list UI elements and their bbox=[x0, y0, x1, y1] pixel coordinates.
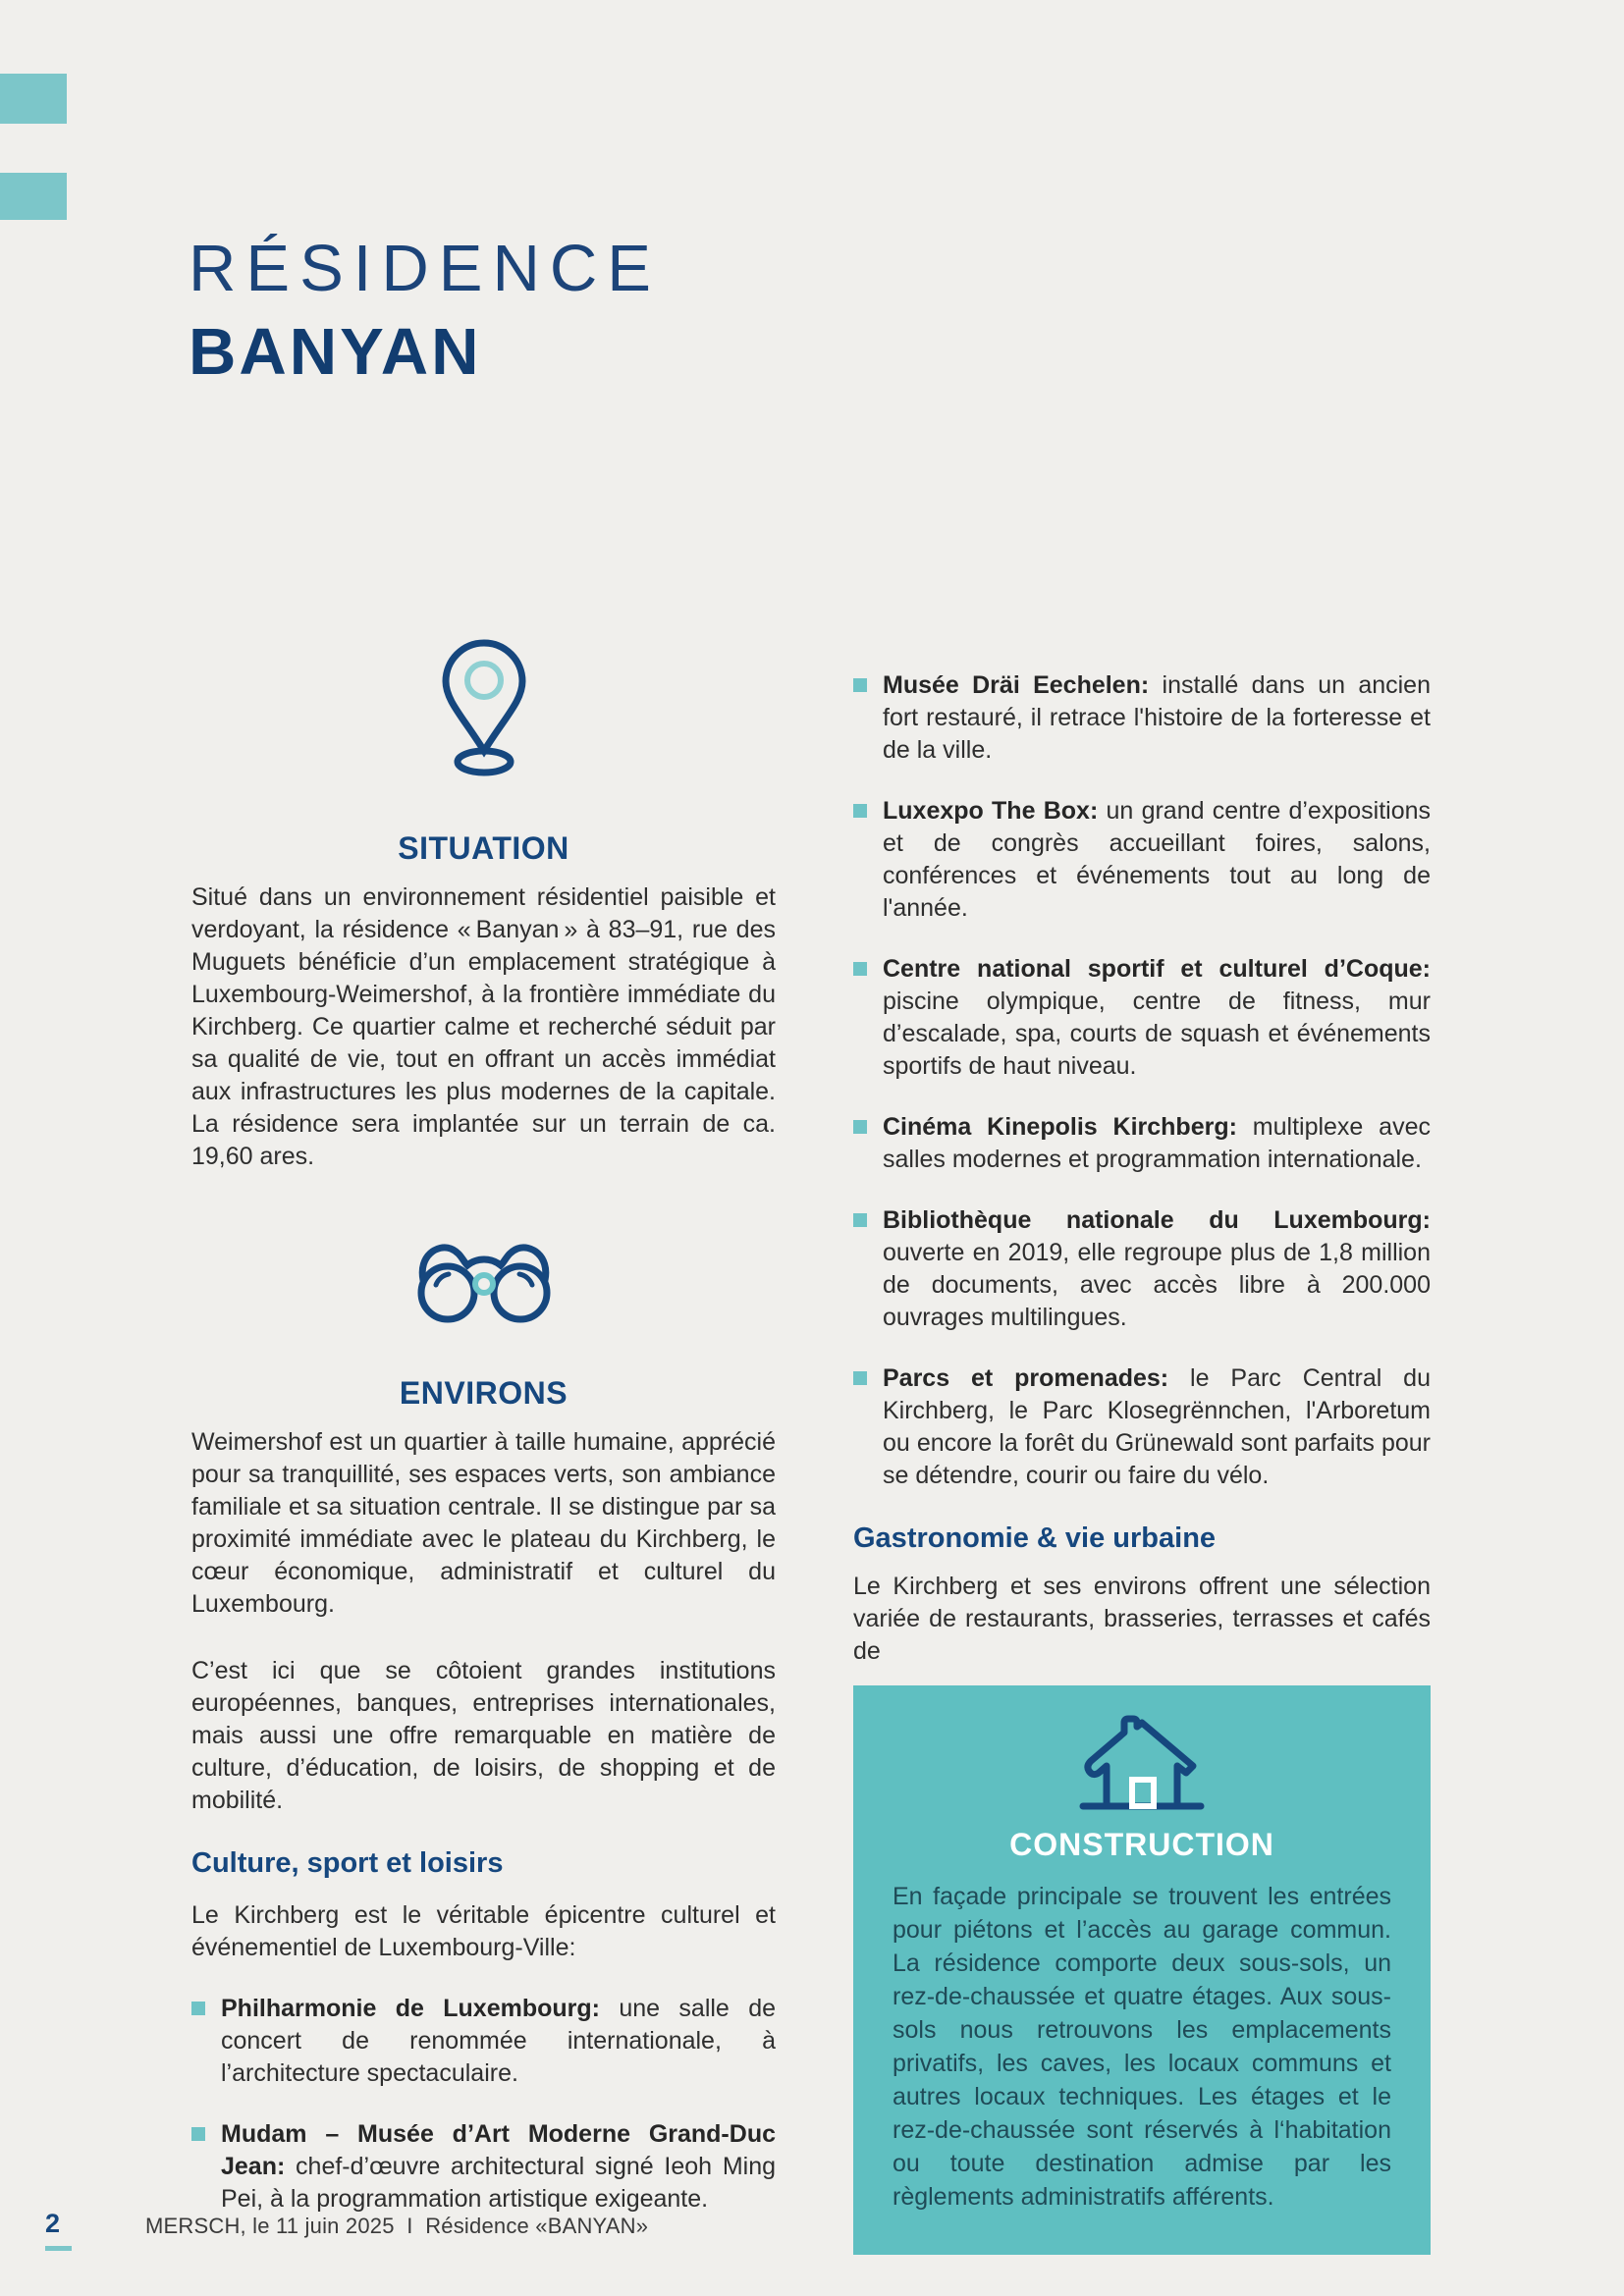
bullet-square-icon bbox=[853, 1213, 867, 1227]
list-item-bibliotheque bbox=[853, 1204, 1431, 1334]
list-item-text: Mudam – Musée d’Art Moderne Grand-Duc Jean: chef-d’œuvre architectural signé Ieoh Ming Pei, à la programmation artistique exigeante. bbox=[221, 2120, 776, 2213]
content-columns bbox=[191, 628, 1431, 2255]
list-item-musee-drai-eechelen bbox=[853, 669, 1431, 767]
culture-intro: Le Kirchberg est le véritable épicentre culturel et événementiel de Luxembourg-Ville: bbox=[191, 1901, 776, 1961]
construction-paragraph: En façade principale se trouvent les entrées pour piétons et l’accès au garage commun. La résidence comporte deux sous-sols, un rez-de-chaussée et quatre étages. Aux sous-sols nous retrouvons les emplacements privatifs, les caves, les locaux communs et autres locaux techniques. Les étages et le rez-de-chaussée sont réservés à l‘habitation ou toute destination admise par les règlements administratifs afférents. bbox=[893, 1883, 1391, 2211]
list-item-philharmonie bbox=[191, 1993, 776, 2090]
map-pin-icon bbox=[191, 636, 776, 781]
gastronomie-heading: Gastronomie & vie urbaine bbox=[853, 1522, 1217, 1554]
bullet-square-icon bbox=[191, 2127, 205, 2141]
corner-accent-rect-bottom bbox=[0, 173, 67, 220]
bullet-square-icon bbox=[853, 1371, 867, 1385]
bullet-square-icon bbox=[853, 804, 867, 818]
list-item-text: Cinéma Kinepolis Kirchberg: multiplexe avec salles modernes et programmation internationale. bbox=[883, 1113, 1431, 1173]
page-title bbox=[189, 228, 661, 395]
situation-heading: SITUATION bbox=[398, 830, 569, 866]
left-column bbox=[191, 628, 776, 2255]
house-icon bbox=[893, 1711, 1391, 1813]
list-item-text: Musée Dräi Eechelen: installé dans un ancien fort restauré, il retrace l'histoire de la forteresse et de la ville. bbox=[883, 671, 1431, 764]
culture-heading: Culture, sport et loisirs bbox=[191, 1847, 504, 1879]
bullet-square-icon bbox=[853, 1120, 867, 1134]
list-item-luxexpo bbox=[853, 795, 1431, 925]
footer-text: MERSCH, le 11 juin 2025 I Résidence «BANYAN» bbox=[145, 2214, 649, 2238]
list-item-text: Luxexpo The Box: un grand centre d’expositions et de congrès accueillant foires, salons, conférences et événements tout au long de l'année. bbox=[883, 797, 1432, 922]
bullet-square-icon bbox=[853, 678, 867, 692]
construction-heading: CONSTRUCTION bbox=[1009, 1827, 1274, 1862]
right-column bbox=[853, 628, 1431, 2255]
environs-paragraph-1: Weimershof est un quartier à taille humaine, apprécié pour sa tranquillité, ses espaces verts, son ambiance familiale et sa situation centrale. Il se distingue par sa proximité immédiate avec le plateau du Kirchberg, le cœur économique, administratif et culturel du Luxembourg. bbox=[191, 1428, 776, 1618]
list-item-kinepolis bbox=[853, 1111, 1431, 1176]
title-banyan: BANYAN bbox=[189, 315, 482, 389]
list-item-coque bbox=[853, 953, 1431, 1083]
list-item-parcs bbox=[853, 1362, 1431, 1492]
list-item-mudam bbox=[191, 2118, 776, 2216]
situation-paragraph: Situé dans un environnement résidentiel paisible et verdoyant, la résidence « Banyan » à 83–91, rue des Muguets bénéficie d’un emplacement stratégique à Luxembourg-Weimershof, à la frontière immédiate du Kirchberg. Ce quartier calme et recherché séduit par sa qualité de vie, tout en offrant un accès immédiat aux infrastructures les plus modernes de la capitale. La résidence sera implantée sur un terrain de ca. 19,60 ares. bbox=[191, 883, 776, 1170]
bullet-square-icon bbox=[191, 2002, 205, 2015]
page-number: 2 bbox=[45, 2209, 61, 2238]
list-item-text: Bibliothèque nationale du Luxembourg: ouverte en 2019, elle regroupe plus de 1,8 million de documents, avec accès libre à 200.000 ouvrages multilingues. bbox=[883, 1206, 1431, 1331]
construction-box bbox=[853, 1685, 1431, 2255]
list-item-text: Philharmonie de Luxembourg: une salle de concert de renommée internationale, à l’architecture spectaculaire. bbox=[221, 1995, 776, 2087]
gastronomie-paragraph: Le Kirchberg et ses environs offrent une sélection variée de restaurants, brasseries, terrasses et cafés de bbox=[853, 1573, 1431, 1665]
environs-paragraph-2: C’est ici que se côtoient grandes institutions européennes, banques, entreprises internationales, mais aussi une offre remarquable en matière de culture, d’éducation, de loisirs, de shopping et de mobilité. bbox=[191, 1657, 776, 1814]
page-number-underline bbox=[45, 2246, 72, 2251]
corner-accent-rect-top bbox=[0, 74, 67, 124]
list-item-text: Parcs et promenades: le Parc Central du Kirchberg, le Parc Klosegrënnchen, l'Arboretum ou encore la forêt du Grünewald sont parfaits pour se détendre, courir ou faire du vélo. bbox=[883, 1364, 1431, 1489]
title-residence: RÉSIDENCE bbox=[189, 232, 661, 305]
list-item-text: Centre national sportif et culturel d’Coque: piscine olympique, centre de fitness, mur d’escalade, spa, courts de squash et événements sportifs de haut niveau. bbox=[883, 955, 1431, 1080]
environs-heading: ENVIRONS bbox=[399, 1375, 568, 1411]
bullet-square-icon bbox=[853, 962, 867, 976]
binoculars-icon bbox=[191, 1236, 776, 1326]
